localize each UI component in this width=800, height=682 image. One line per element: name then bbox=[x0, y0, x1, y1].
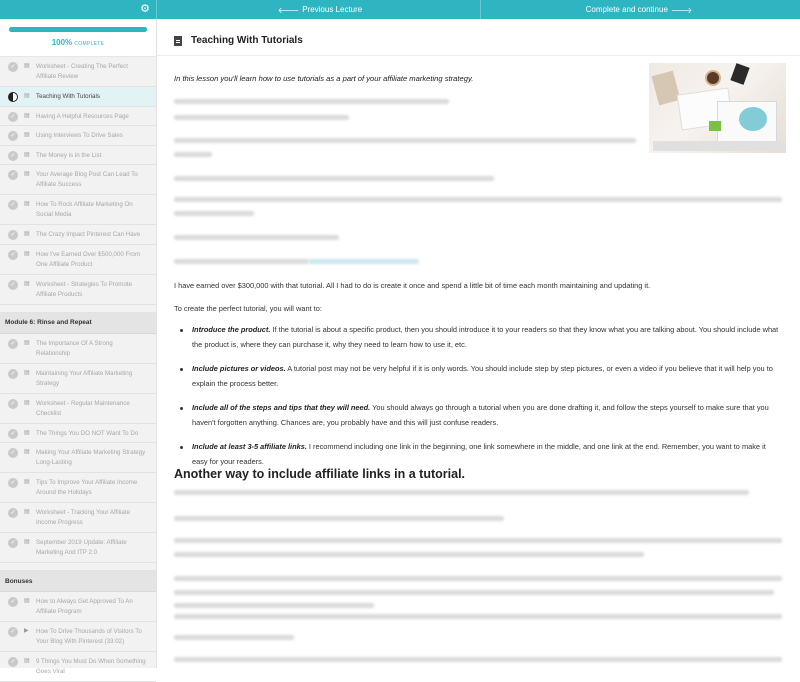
top-bar bbox=[0, 0, 800, 19]
document-icon: ▤ bbox=[24, 369, 30, 376]
document-icon: ▤ bbox=[24, 539, 30, 545]
sidebar-lesson[interactable] bbox=[0, 225, 156, 245]
sidebar-lesson[interactable] bbox=[0, 334, 156, 364]
sidebar-lesson[interactable] bbox=[0, 503, 156, 533]
lesson-label: How To Drive Thousands of Visitors To Your Blog With Pinterest (33:02) bbox=[36, 628, 142, 645]
check-circle-icon: ✓ bbox=[8, 62, 18, 72]
document-icon: ▤ bbox=[24, 201, 30, 207]
sidebar-lesson-active[interactable] bbox=[0, 87, 156, 107]
document-icon: ▤ bbox=[24, 63, 30, 69]
sidebar-lesson[interactable] bbox=[0, 195, 156, 225]
document-icon: ▤ bbox=[24, 479, 30, 485]
sidebar-lesson[interactable] bbox=[0, 107, 156, 127]
document-icon: ▤ bbox=[24, 339, 30, 346]
lecture-title-text: Teaching With Tutorials bbox=[191, 35, 303, 46]
sidebar-lesson[interactable] bbox=[0, 165, 156, 195]
check-circle-icon: ✓ bbox=[8, 280, 18, 290]
check-circle-icon: ✓ bbox=[8, 131, 18, 141]
blurred-text bbox=[174, 235, 339, 240]
check-circle-icon: ✓ bbox=[8, 657, 18, 667]
document-icon: ▤ bbox=[24, 509, 30, 515]
check-circle-icon: ✓ bbox=[8, 170, 18, 180]
lesson-label: Tips To Improve Your Affiliate Income Around the Holidays bbox=[36, 479, 138, 496]
lead-paragraph: To create the perfect tutorial, you will want to: bbox=[174, 304, 322, 313]
lesson-image bbox=[649, 63, 786, 153]
sidebar-lesson[interactable] bbox=[0, 443, 156, 473]
check-circle-icon: ✓ bbox=[8, 399, 18, 409]
lesson-label: How I've Earned Over $500,000 From One Affiliate Product bbox=[36, 250, 141, 268]
bonuses-header: Bonuses bbox=[0, 571, 156, 592]
gear-icon[interactable]: ⚙ bbox=[140, 3, 150, 15]
blurred-text bbox=[174, 635, 294, 640]
document-icon: ▤ bbox=[24, 399, 30, 406]
document-icon: ▤ bbox=[24, 658, 30, 664]
blurred-text bbox=[174, 115, 349, 120]
sidebar-lesson[interactable] bbox=[0, 126, 156, 146]
check-circle-icon: ✓ bbox=[8, 448, 18, 458]
blurred-text bbox=[174, 657, 782, 662]
check-circle-icon: ✓ bbox=[8, 429, 18, 439]
sidebar-lesson[interactable] bbox=[0, 275, 156, 305]
sidebar-lesson[interactable] bbox=[0, 57, 156, 87]
section-spacer bbox=[0, 563, 156, 571]
check-circle-icon: ✓ bbox=[8, 250, 18, 260]
lesson-label: How to Always Get Approved To An Affiliate Program bbox=[36, 598, 133, 615]
arrow-left-icon: 🡐 bbox=[277, 5, 300, 15]
lesson-label: Worksheet - Tracking Your Affiliate Income Progress bbox=[36, 509, 131, 526]
blurred-text bbox=[174, 614, 782, 619]
blurred-text bbox=[174, 516, 504, 521]
lesson-intro: In this lesson you'll learn how to use tutorials as a part of your affiliate marketing strategy. bbox=[174, 74, 474, 83]
sidebar-header bbox=[0, 0, 157, 19]
sidebar-lesson[interactable] bbox=[0, 424, 156, 444]
document-icon: ▤ bbox=[24, 231, 30, 237]
list-item: Introduce the product. If the tutorial is about a specific product, then you should introduce it to your readers so that they know what you are talking about. You should include what the product is, where they can purchase it, why they need to learn how to use it, etc. bbox=[174, 323, 782, 352]
tips-list bbox=[174, 323, 782, 479]
sidebar-lesson[interactable] bbox=[0, 652, 156, 682]
check-circle-icon: ✓ bbox=[8, 478, 18, 488]
check-circle-icon: ✓ bbox=[8, 597, 18, 607]
blurred-text bbox=[174, 152, 212, 157]
lesson-label: The Crazy Impact Pinterest Can Have bbox=[36, 231, 141, 238]
lesson-label: Using Interviews To Drive Sales bbox=[36, 132, 123, 139]
document-icon: ▤ bbox=[24, 598, 30, 604]
course-progress bbox=[0, 19, 156, 57]
blurred-text bbox=[174, 576, 782, 581]
lesson-label: Teaching With Tutorials bbox=[36, 93, 100, 100]
previous-lecture-button[interactable] bbox=[157, 0, 481, 19]
lesson-label: Your Average Blog Post Can Lead To Affiliate Success bbox=[36, 171, 138, 188]
lesson-label: Worksheet - Creating The Perfect Affiliate Review bbox=[36, 63, 128, 80]
document-icon: ▤ bbox=[24, 132, 30, 138]
blurred-text bbox=[174, 590, 774, 595]
lesson-label: The Importance Of A Strong Relationship bbox=[36, 339, 113, 357]
document-icon: ▤ bbox=[24, 93, 30, 99]
lesson-label: Worksheet - Strategies To Promote Affiliate Products bbox=[36, 280, 133, 298]
lesson-label: September 2019 Update: Affiliate Marketing And ITP 2.0 bbox=[36, 539, 127, 556]
blurred-text bbox=[174, 552, 644, 557]
lesson-label: Worksheet - Regular Maintenance Checklist bbox=[36, 399, 130, 417]
sidebar-lesson[interactable] bbox=[0, 592, 156, 622]
lesson-label: 9 Things You Must Do When Something Goes Viral bbox=[36, 658, 146, 675]
blurred-link[interactable] bbox=[309, 259, 419, 264]
document-icon: ▤ bbox=[24, 449, 30, 455]
blurred-text bbox=[174, 538, 782, 543]
section-heading: Another way to include affiliate links in a tutorial. bbox=[174, 467, 466, 481]
sidebar-lesson[interactable] bbox=[0, 146, 156, 166]
check-circle-icon: ✓ bbox=[8, 538, 18, 548]
blurred-text bbox=[174, 603, 374, 608]
course-sidebar bbox=[0, 19, 157, 675]
check-circle-icon: ✓ bbox=[8, 200, 18, 210]
lesson-label: Making Your Affiliate Marketing Strategy Long-Lasting bbox=[36, 449, 146, 466]
list-item: Include pictures or videos. A tutorial post may not be very helpful if it is only words. You should include step by step pictures, or even a video if you believe that it will help you to explain the process better. bbox=[174, 362, 782, 391]
document-icon bbox=[174, 36, 182, 46]
sidebar-lesson[interactable] bbox=[0, 622, 156, 652]
sidebar-lesson[interactable] bbox=[0, 533, 156, 563]
title-divider bbox=[157, 55, 800, 56]
blurred-text bbox=[174, 138, 636, 143]
previous-lecture-label: Previous Lecture bbox=[302, 5, 363, 14]
blurred-text bbox=[174, 99, 449, 104]
lesson-label: The Money is in the List bbox=[36, 151, 102, 159]
section-spacer bbox=[0, 305, 156, 313]
complete-and-continue-button[interactable] bbox=[481, 0, 800, 19]
progress-complete-label: COMPLETE bbox=[74, 41, 105, 47]
video-icon: ▶ bbox=[24, 628, 29, 634]
earned-paragraph: I have earned over $300,000 with that tutorial. All I had to do is create it once and spend a little bit of time each month maintaining and updating it. bbox=[174, 281, 651, 290]
check-circle-icon: ✓ bbox=[8, 627, 18, 637]
document-icon: ▤ bbox=[24, 171, 30, 177]
check-circle-icon: ✓ bbox=[8, 369, 18, 379]
blurred-text bbox=[174, 259, 309, 264]
sidebar-lesson[interactable] bbox=[0, 473, 156, 503]
document-icon: ▤ bbox=[24, 151, 30, 158]
lecture-title bbox=[174, 35, 303, 46]
document-icon: ▤ bbox=[24, 112, 30, 119]
check-circle-icon: ✓ bbox=[8, 151, 18, 161]
blurred-text bbox=[174, 197, 782, 202]
arrow-right-icon: 🡒 bbox=[670, 5, 693, 15]
check-circle-icon: ✓ bbox=[8, 112, 18, 122]
lesson-label: The Things You DO NOT Want To Do bbox=[36, 429, 139, 437]
check-circle-icon: ✓ bbox=[8, 339, 18, 349]
blurred-text bbox=[174, 211, 254, 216]
list-item: Include all of the steps and tips that they will need. You should always go through a tutorial when you are done drafting it, and follow the steps yourself to make sure that you haven't forgotten anything. Chances are, you probably have and this will just confuse readers. bbox=[174, 401, 782, 430]
lesson-label: Having A Helpful Resources Page bbox=[36, 112, 129, 120]
blurred-text bbox=[174, 490, 749, 495]
blurred-text bbox=[174, 176, 494, 181]
list-item: Include at least 3-5 affiliate links. I recommend including one link in the beginning, one link somewhere in the middle, and one link at the end. Remember, you want to make it easy for your readers. bbox=[174, 440, 782, 469]
check-circle-icon: ✓ bbox=[8, 230, 18, 240]
half-circle-icon bbox=[8, 92, 18, 102]
progress-percent: 100% bbox=[51, 38, 73, 47]
progress-bar bbox=[9, 27, 147, 32]
lecture-content bbox=[157, 19, 800, 668]
check-circle-icon: ✓ bbox=[8, 508, 18, 518]
sidebar-lesson[interactable] bbox=[0, 245, 156, 275]
document-icon: ▤ bbox=[24, 429, 30, 436]
sidebar-lesson[interactable] bbox=[0, 394, 156, 424]
complete-and-continue-label: Complete and continue bbox=[585, 5, 668, 14]
module-6-header: Module 6: Rinse and Repeat bbox=[0, 313, 156, 334]
sidebar-lesson[interactable] bbox=[0, 364, 156, 394]
document-icon: ▤ bbox=[24, 280, 30, 287]
lesson-label: How To Rock Affiliate Marketing On Social Media bbox=[36, 201, 133, 218]
document-icon: ▤ bbox=[24, 250, 30, 257]
lesson-label: Maintaining Your Affiliate Marketing Strategy bbox=[36, 369, 133, 387]
